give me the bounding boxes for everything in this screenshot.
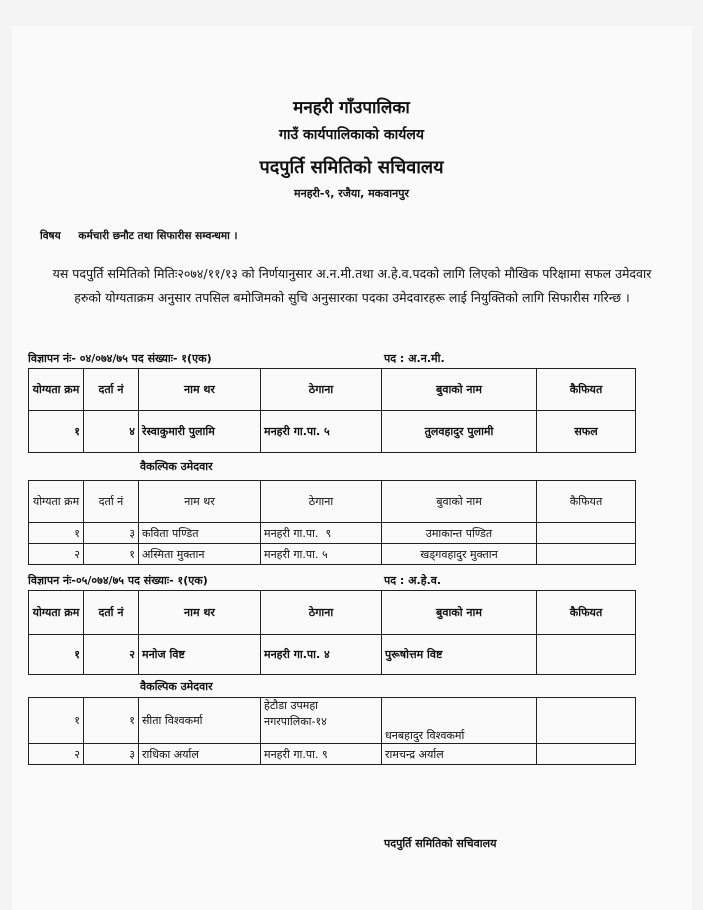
cell-address: मनहरी गा.पा. ९ — [261, 523, 382, 544]
cell-address: मनहरी गा.पा. ५ — [261, 411, 382, 453]
subject-label: विषय — [40, 230, 61, 242]
cell-rank: १ — [29, 411, 84, 453]
cell-rank: १ — [29, 698, 84, 744]
committee-title: पदपुर्ति समितिको सचिवालय — [259, 157, 444, 178]
table-row — [29, 411, 636, 453]
col-rank: योग्यता क्रम — [29, 591, 84, 635]
cell-name: सीता विश्वकर्मा — [139, 698, 261, 744]
cell-reg: ३ — [84, 744, 139, 765]
intro-paragraph: यस पदपुर्ति समितिको मितिः२०७४/११/१३ को निर्णयानुसार अ.न.मी.तथा अ.हे.व.पदको लागि लिएको मौखिक परिक्षामा सफल उमेदवार हरुको योग्यताक्रम अनुसार तपसिल बमोजिमको सुचि अनुसारका पदका उमेदवारहरू लाई नियुक्तिको लागि सिफारीस गरिन्छ । — [52, 266, 652, 305]
table-header-row — [29, 369, 636, 411]
table-row — [29, 635, 636, 675]
cell-rank: २ — [29, 544, 84, 565]
table-row — [29, 744, 636, 765]
post-name-1: पद : अ.न.मी. — [384, 352, 445, 365]
col-name: नाम थर — [139, 481, 261, 523]
col-reg: दर्ता नं — [84, 481, 139, 523]
post-name-2: पद : अ.हे.व. — [384, 574, 442, 587]
office-address: मनहरी-९, रजैया, मकवानपुर — [294, 187, 409, 200]
col-address: ठेगाना — [261, 369, 382, 411]
cell-remark — [537, 698, 636, 744]
cell-name: कविता पण्डित — [139, 523, 261, 544]
table-row — [29, 698, 636, 744]
cell-reg: १ — [84, 544, 139, 565]
col-remark: कैफियत — [537, 591, 636, 635]
cell-remark — [537, 523, 636, 544]
cell-name: अस्मिता मुक्तान — [139, 544, 261, 565]
advert-number-2: विज्ञापन नंः-०५/०७४/७५ पद संख्याः- १(एक) — [28, 574, 208, 587]
cell-name: रेस्वाकुमारी पुलामि — [139, 411, 261, 453]
cell-address: मनहरी गा.पा. ५ — [261, 544, 382, 565]
cell-rank: २ — [29, 744, 84, 765]
alternate-label-1: वैकल्पिक उमेदवार — [140, 460, 213, 473]
col-name: नाम थर — [139, 369, 261, 411]
table-header-row — [29, 591, 636, 635]
col-address: ठेगाना — [261, 591, 382, 635]
cell-father: धनबहादुर विश्वकर्मा — [382, 698, 537, 744]
office-title: गाउँ कार्यपालिकाको कार्यलय — [279, 127, 424, 143]
cell-rank: १ — [29, 523, 84, 544]
cell-remark — [537, 544, 636, 565]
cell-name: मनोज विष्ट — [139, 635, 261, 675]
advert-number-1: विज्ञापन नंः- ०४/०७४/७५ पद संख्याः- १(एक) — [28, 352, 212, 365]
cell-rank: १ — [29, 635, 84, 675]
table-row — [29, 544, 636, 565]
col-rank: योग्यता क्रम — [29, 481, 84, 523]
selected-table-1 — [28, 368, 636, 453]
cell-reg: ३ — [84, 523, 139, 544]
table-header-row — [29, 481, 636, 523]
alternate-table-1 — [28, 480, 636, 565]
alternate-label-2: वैकल्पिक उमेदवार — [140, 680, 213, 693]
col-address: ठेगाना — [261, 481, 382, 523]
cell-remark — [537, 744, 636, 765]
subject-text: कर्मचारी छनौट तथा सिफारीस सम्वन्धमा । — [78, 230, 238, 242]
col-remark: कैफियत — [537, 481, 636, 523]
cell-address: हेटौडा उपमहा नगरपालिका-१४ — [261, 698, 382, 744]
col-father: बुवाको नाम — [382, 481, 537, 523]
cell-father: रामचन्द्र अर्याल — [382, 744, 537, 765]
cell-father: खड्गवहादुर मुक्तान — [382, 544, 537, 565]
cell-father: तुलवहादुर पुलामी — [382, 411, 537, 453]
cell-name: राधिका अर्याल — [139, 744, 261, 765]
selected-table-2 — [28, 590, 636, 675]
cell-remark — [537, 635, 636, 675]
col-remark: कैफियत — [537, 369, 636, 411]
col-rank: योग्यता क्रम — [29, 369, 84, 411]
table-row — [29, 523, 636, 544]
municipality-title: मनहरी गाँउपालिका — [293, 98, 410, 118]
col-reg: दर्ता नं — [84, 591, 139, 635]
alternate-table-2 — [28, 697, 636, 765]
cell-reg: २ — [84, 635, 139, 675]
col-father: बुवाको नाम — [382, 591, 537, 635]
cell-reg: १ — [84, 698, 139, 744]
cell-address: मनहरी गा.पा. ९ — [261, 744, 382, 765]
subject-line — [40, 229, 237, 243]
col-father: बुवाको नाम — [382, 369, 537, 411]
signature-office: पदपुर्ति समितिको सचिवालय — [384, 837, 497, 850]
cell-father: पुरूषोत्तम विष्ट — [382, 635, 537, 675]
cell-reg: ४ — [84, 411, 139, 453]
cell-address: मनहरी गा.पा. ४ — [261, 635, 382, 675]
col-name: नाम थर — [139, 591, 261, 635]
cell-father: उमाकान्त पण्डित — [382, 523, 537, 544]
cell-remark: सफल — [537, 411, 636, 453]
col-reg: दर्ता नं — [84, 369, 139, 411]
